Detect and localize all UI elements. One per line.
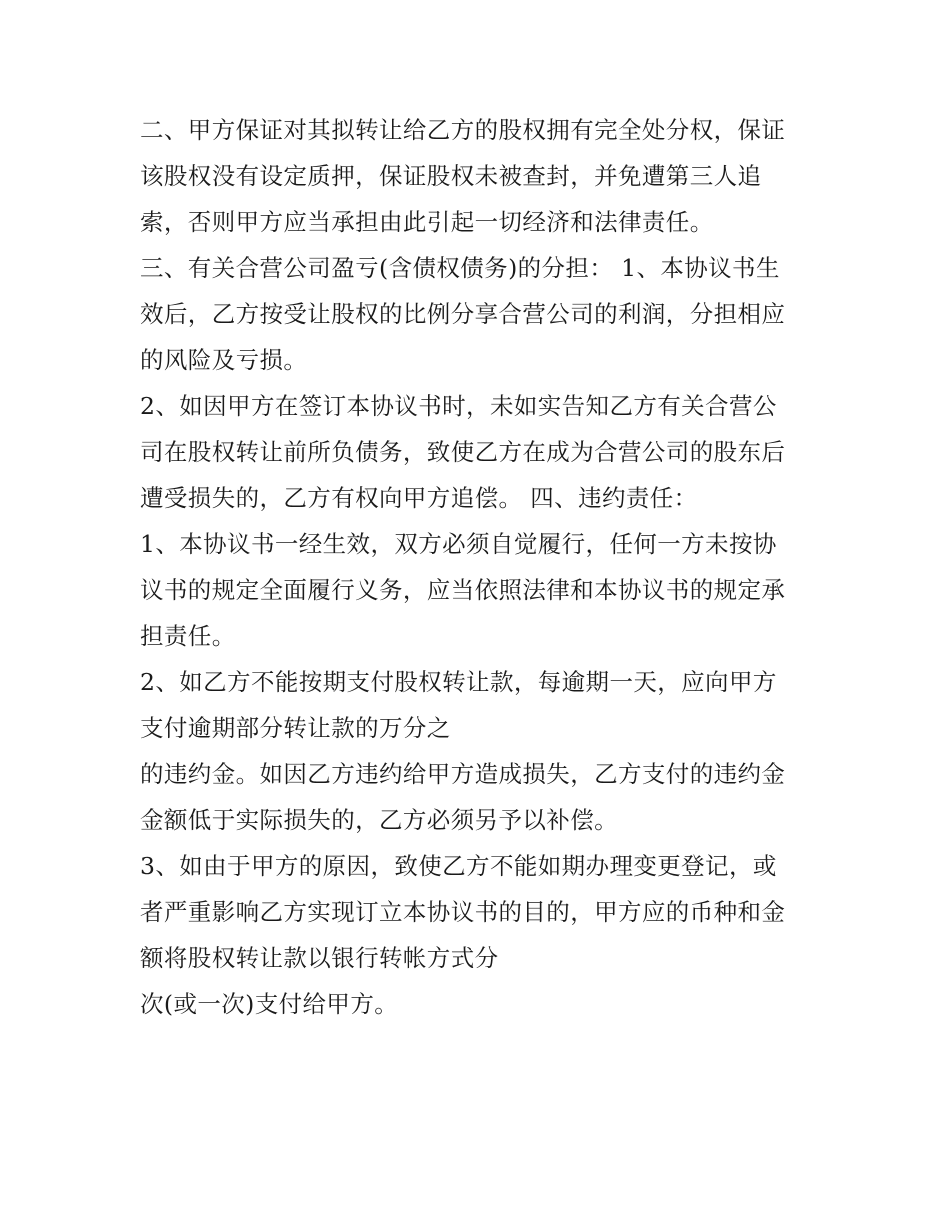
text-line: 效后，乙方按受让股权的比例分享合营公司的利润，分担相应 bbox=[140, 300, 786, 328]
text-line: 该股权没有设定质押，保证股权未被查封，并免遭第三人追 bbox=[140, 162, 762, 190]
text-line: 支付逾期部分转让款的万分之 bbox=[140, 714, 451, 742]
text-line: 司在股权转让前所负债务，致使乙方在成为合营公司的股东后 bbox=[140, 438, 786, 466]
text-line: 1、本协议书一经生效，双方必须自觉履行，任何一方未按协 bbox=[140, 530, 777, 558]
text-line: 的违约金。如因乙方违约给甲方造成损失，乙方支付的违约金 bbox=[140, 760, 786, 788]
text-line: 2、如乙方不能按期支付股权转让款，每逾期一天，应向甲方 bbox=[140, 668, 777, 696]
text-line: 的风险及亏损。 bbox=[140, 346, 308, 374]
text-line: 次(或一次)支付给甲方。 bbox=[140, 990, 399, 1018]
text-line: 议书的规定全面履行义务，应当依照法律和本协议书的规定承 bbox=[140, 576, 786, 604]
text-line: 2、如因甲方在签订本协议书时，未如实告知乙方有关合营公 bbox=[140, 392, 777, 420]
text-line: 者严重影响乙方实现订立本协议书的目的，甲方应的币种和金 bbox=[140, 898, 786, 926]
text-line: 二、甲方保证对其拟转让给乙方的股权拥有完全处分权，保证 bbox=[140, 116, 786, 144]
text-line: 索，否则甲方应当承担由此引起一切经济和法律责任。 bbox=[140, 208, 714, 236]
text-line: 遭受损失的，乙方有权向甲方追偿。 四、违约责任： bbox=[140, 484, 698, 512]
text-line: 3、如由于甲方的原因，致使乙方不能如期办理变更登记，或 bbox=[140, 852, 777, 880]
document-body bbox=[140, 107, 830, 1027]
text-line: 担责任。 bbox=[140, 622, 236, 650]
text-line: 金额低于实际损失的，乙方必须另予以补偿。 bbox=[140, 806, 618, 834]
text-line: 三、有关合营公司盈亏(含债权债务)的分担： 1、本协议书生 bbox=[140, 254, 780, 282]
text-line: 额将股权转让款以银行转帐方式分 bbox=[140, 944, 499, 972]
